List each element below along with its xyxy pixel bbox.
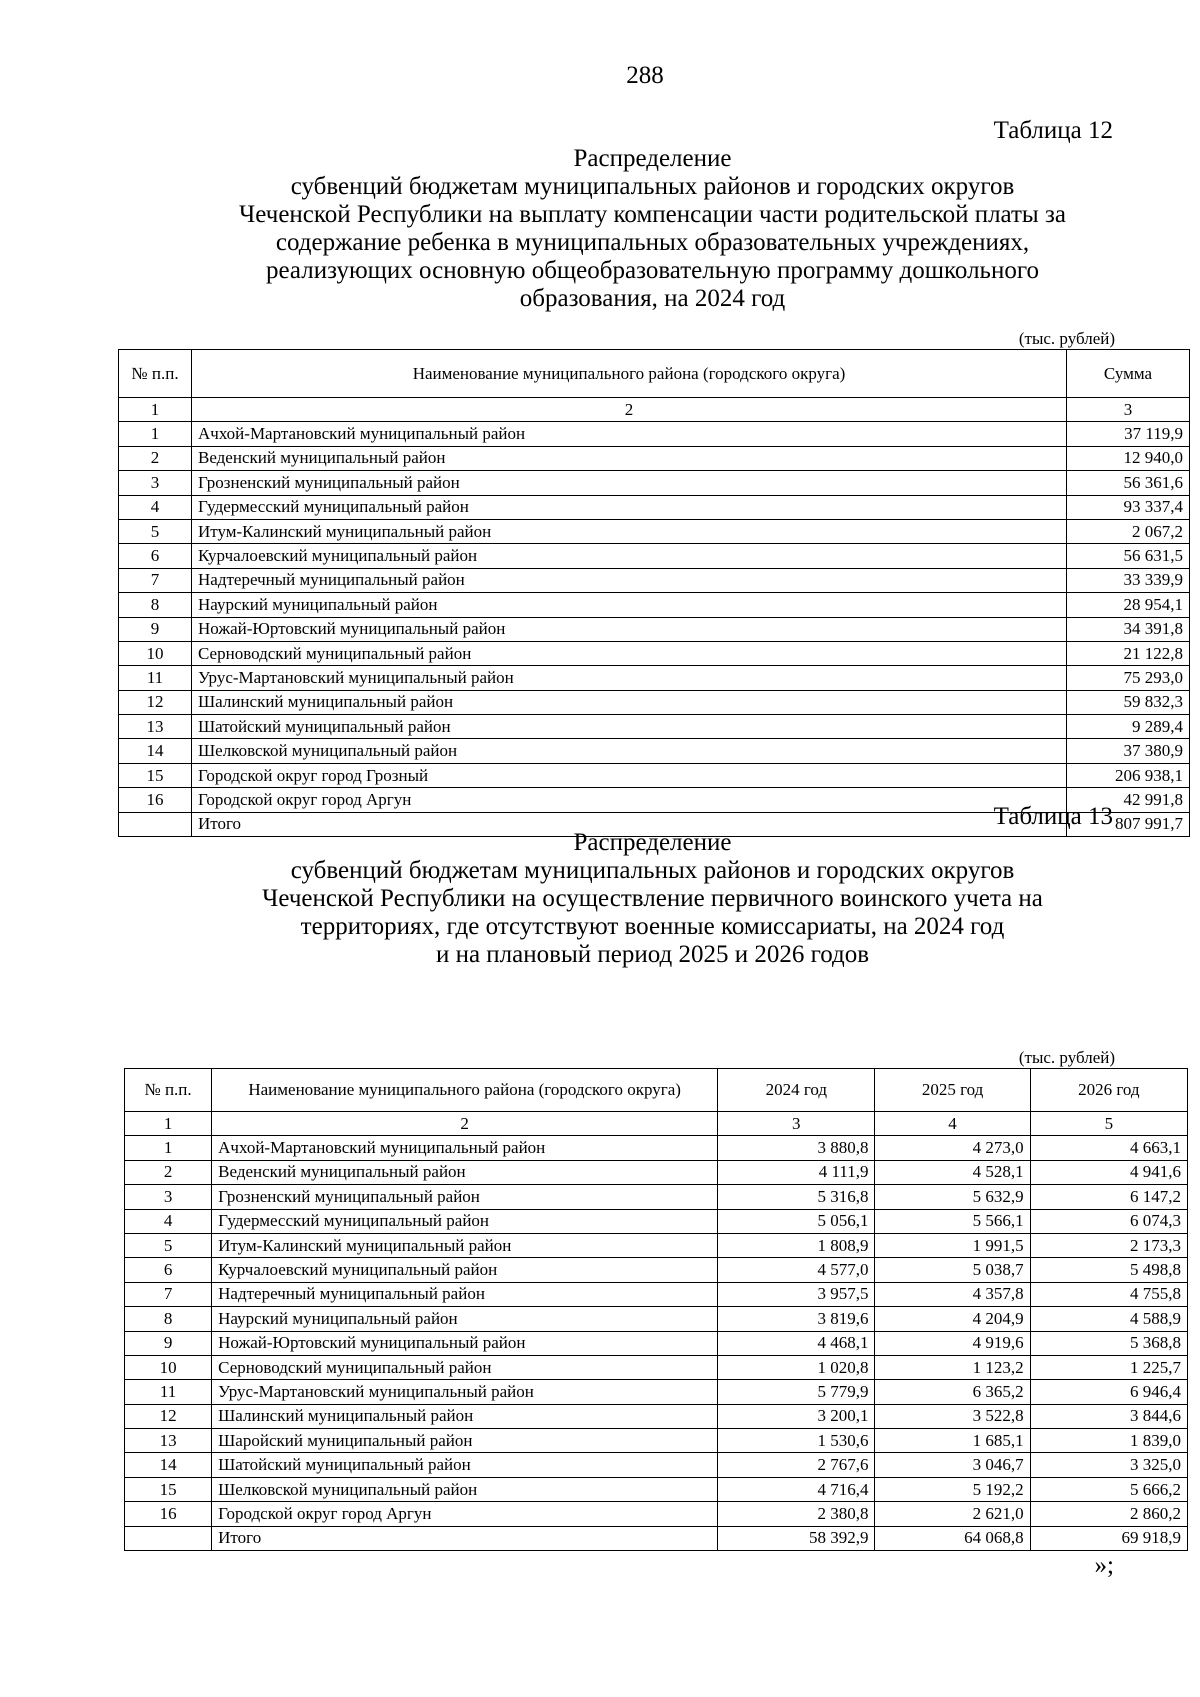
district-name: Курчалоевский муниципальный район bbox=[192, 544, 1067, 568]
district-name: Итум-Калинский муниципальный район bbox=[192, 519, 1067, 543]
row-number: 16 bbox=[119, 788, 192, 812]
district-name: Урус-Мартановский муниципальный район bbox=[192, 666, 1067, 690]
amount: 33 339,9 bbox=[1067, 568, 1190, 592]
table13-row bbox=[125, 1355, 1188, 1379]
table12-row bbox=[119, 495, 1190, 519]
amount: 93 337,4 bbox=[1067, 495, 1190, 519]
table12-row bbox=[119, 593, 1190, 617]
table13-total-2026: 69 918,9 bbox=[1030, 1526, 1187, 1550]
amount-2026: 3 844,6 bbox=[1030, 1404, 1187, 1428]
table13-row bbox=[125, 1258, 1188, 1282]
table12-colnum: 2 bbox=[192, 398, 1067, 422]
table13-title bbox=[120, 829, 1185, 969]
table12 bbox=[118, 349, 1190, 837]
amount-2026: 6 074,3 bbox=[1030, 1209, 1187, 1233]
amount-2026: 4 755,8 bbox=[1030, 1282, 1187, 1306]
row-number: 8 bbox=[119, 593, 192, 617]
amount-2025: 6 365,2 bbox=[875, 1380, 1030, 1404]
table12-row bbox=[119, 446, 1190, 470]
district-name: Ачхой-Мартановский муниципальный район bbox=[212, 1136, 718, 1160]
table13-title-line: и на плановый период 2025 и 2026 годов bbox=[435, 941, 870, 968]
table13-header-2024: 2024 год bbox=[718, 1069, 875, 1112]
table13-colnum: 1 bbox=[125, 1112, 212, 1136]
amount: 28 954,1 bbox=[1067, 593, 1190, 617]
table13-colnum: 2 bbox=[212, 1112, 718, 1136]
amount-2025: 3 522,8 bbox=[875, 1404, 1030, 1428]
amount-2024: 1 530,6 bbox=[718, 1429, 875, 1453]
amount-2025: 2 621,0 bbox=[875, 1502, 1030, 1526]
row-number: 11 bbox=[119, 666, 192, 690]
row-number: 8 bbox=[125, 1307, 212, 1331]
amount-2024: 5 056,1 bbox=[718, 1209, 875, 1233]
table12-total-label: Итого bbox=[192, 812, 1067, 836]
table12-row bbox=[119, 739, 1190, 763]
district-name: Шалинский муниципальный район bbox=[212, 1404, 718, 1428]
table13-title-line: субвенций бюджетам муниципальных районов и городских округов bbox=[290, 857, 1015, 884]
amount-2026: 5 666,2 bbox=[1030, 1477, 1187, 1501]
row-number: 15 bbox=[119, 763, 192, 787]
amount: 9 289,4 bbox=[1067, 715, 1190, 739]
table12-row bbox=[119, 690, 1190, 714]
table13-row bbox=[125, 1160, 1188, 1184]
amount-2024: 3 957,5 bbox=[718, 1282, 875, 1306]
table12-title-line: Распределение bbox=[573, 145, 732, 172]
row-number: 10 bbox=[119, 641, 192, 665]
amount-2024: 5 779,9 bbox=[718, 1380, 875, 1404]
district-name: Грозненский муниципальный район bbox=[212, 1185, 718, 1209]
district-name: Надтеречный муниципальный район bbox=[212, 1282, 718, 1306]
amount-2024: 4 111,9 bbox=[718, 1160, 875, 1184]
table12-row bbox=[119, 471, 1190, 495]
district-name: Шатойский муниципальный район bbox=[212, 1453, 718, 1477]
table12-row bbox=[119, 763, 1190, 787]
row-number: 12 bbox=[125, 1404, 212, 1428]
district-name: Городской округ город Аргун bbox=[212, 1502, 718, 1526]
amount-2025: 1 123,2 bbox=[875, 1355, 1030, 1379]
amount-2024: 2 380,8 bbox=[718, 1502, 875, 1526]
row-number: 14 bbox=[119, 739, 192, 763]
amount-2024: 1 020,8 bbox=[718, 1355, 875, 1379]
table13-total-2024: 58 392,9 bbox=[718, 1526, 875, 1550]
amount-2025: 1 991,5 bbox=[875, 1233, 1030, 1257]
row-number: 2 bbox=[119, 446, 192, 470]
amount-2026: 2 860,2 bbox=[1030, 1502, 1187, 1526]
amount-2025: 5 566,1 bbox=[875, 1209, 1030, 1233]
amount-2025: 5 632,9 bbox=[875, 1185, 1030, 1209]
table12-colnum: 3 bbox=[1067, 398, 1190, 422]
row-number: 7 bbox=[125, 1282, 212, 1306]
amount: 34 391,8 bbox=[1067, 617, 1190, 641]
district-name: Городской округ город Аргун bbox=[192, 788, 1067, 812]
table13-row bbox=[125, 1185, 1188, 1209]
district-name: Шатойский муниципальный район bbox=[192, 715, 1067, 739]
table13-row bbox=[125, 1477, 1188, 1501]
table12-row bbox=[119, 641, 1190, 665]
amount: 56 361,6 bbox=[1067, 471, 1190, 495]
row-number: 1 bbox=[119, 422, 192, 446]
table13-total-label: Итого bbox=[212, 1526, 718, 1550]
table13-row bbox=[125, 1404, 1188, 1428]
amount: 12 940,0 bbox=[1067, 446, 1190, 470]
table13-header-num: № п.п. bbox=[125, 1069, 212, 1112]
row-number: 4 bbox=[119, 495, 192, 519]
table13-header-row bbox=[125, 1069, 1188, 1112]
table12-body bbox=[119, 422, 1190, 812]
table13-row bbox=[125, 1282, 1188, 1306]
amount: 2 067,2 bbox=[1067, 519, 1190, 543]
district-name: Веденский муниципальный район bbox=[212, 1160, 718, 1184]
amount: 21 122,8 bbox=[1067, 641, 1190, 665]
table13-colnum: 4 bbox=[875, 1112, 1030, 1136]
row-number: 7 bbox=[119, 568, 192, 592]
district-name: Урус-Мартановский муниципальный район bbox=[212, 1380, 718, 1404]
table13-units: (тыс. рублей) bbox=[1018, 1048, 1115, 1067]
page-number: 288 bbox=[626, 62, 664, 89]
row-number: 14 bbox=[125, 1453, 212, 1477]
district-name: Серноводский муниципальный район bbox=[192, 641, 1067, 665]
district-name: Шелковской муниципальный район bbox=[192, 739, 1067, 763]
row-number: 4 bbox=[125, 1209, 212, 1233]
amount-2026: 3 325,0 bbox=[1030, 1453, 1187, 1477]
table13-title-line: Распределение bbox=[573, 829, 732, 856]
table13-total-num bbox=[125, 1526, 212, 1550]
amount-2026: 4 588,9 bbox=[1030, 1307, 1187, 1331]
amount: 56 631,5 bbox=[1067, 544, 1190, 568]
table12-total-sum: 807 991,7 bbox=[1067, 812, 1190, 836]
district-name: Шелковской муниципальный район bbox=[212, 1477, 718, 1501]
row-number: 12 bbox=[119, 690, 192, 714]
table13-colnum-row bbox=[125, 1112, 1188, 1136]
amount: 206 938,1 bbox=[1067, 763, 1190, 787]
row-number: 10 bbox=[125, 1355, 212, 1379]
table12-header-name: Наименование муниципального района (городского округа) bbox=[192, 350, 1067, 398]
row-number: 13 bbox=[125, 1429, 212, 1453]
table12-colnum: 1 bbox=[119, 398, 192, 422]
row-number: 11 bbox=[125, 1380, 212, 1404]
district-name: Надтеречный муниципальный район bbox=[192, 568, 1067, 592]
amount-2025: 4 273,0 bbox=[875, 1136, 1030, 1160]
table13-title-line: территориях, где отсутствуют военные комиссариаты, на 2024 год bbox=[300, 913, 1005, 940]
amount-2024: 4 716,4 bbox=[718, 1477, 875, 1501]
district-name: Веденский муниципальный район bbox=[192, 446, 1067, 470]
table12-colnum-row bbox=[119, 398, 1190, 422]
row-number: 2 bbox=[125, 1160, 212, 1184]
amount: 37 380,9 bbox=[1067, 739, 1190, 763]
table12-header-num: № п.п. bbox=[119, 350, 192, 398]
amount-2026: 1 839,0 bbox=[1030, 1429, 1187, 1453]
table13-row bbox=[125, 1307, 1188, 1331]
district-name: Гудермесский муниципальный район bbox=[192, 495, 1067, 519]
table13-label: Таблица 13 bbox=[993, 803, 1113, 830]
table12-header-row bbox=[119, 350, 1190, 398]
row-number: 13 bbox=[119, 715, 192, 739]
district-name: Серноводский муниципальный район bbox=[212, 1355, 718, 1379]
amount-2026: 2 173,3 bbox=[1030, 1233, 1187, 1257]
row-number: 3 bbox=[119, 471, 192, 495]
amount: 37 119,9 bbox=[1067, 422, 1190, 446]
district-name: Итум-Калинский муниципальный район bbox=[212, 1233, 718, 1257]
amount-2025: 5 192,2 bbox=[875, 1477, 1030, 1501]
table12-row bbox=[119, 715, 1190, 739]
row-number: 6 bbox=[119, 544, 192, 568]
amount-2024: 2 767,6 bbox=[718, 1453, 875, 1477]
table12-title bbox=[120, 145, 1185, 313]
amount-2026: 6 946,4 bbox=[1030, 1380, 1187, 1404]
district-name: Гудермесский муниципальный район bbox=[212, 1209, 718, 1233]
table13 bbox=[124, 1068, 1188, 1551]
table13-header-2025: 2025 год bbox=[875, 1069, 1030, 1112]
amount-2025: 5 038,7 bbox=[875, 1258, 1030, 1282]
table12-title-line: образования, на 2024 год bbox=[519, 285, 786, 312]
table12-row bbox=[119, 519, 1190, 543]
row-number: 3 bbox=[125, 1185, 212, 1209]
table12-title-line: реализующих основную общеобразовательную программу дошкольного bbox=[266, 257, 1039, 284]
table13-row bbox=[125, 1136, 1188, 1160]
table13-body bbox=[125, 1136, 1188, 1526]
amount-2024: 3 819,6 bbox=[718, 1307, 875, 1331]
table13-row bbox=[125, 1331, 1188, 1355]
table12-label: Таблица 12 bbox=[993, 117, 1113, 144]
district-name: Наурский муниципальный район bbox=[212, 1307, 718, 1331]
table13-header-2026: 2026 год bbox=[1030, 1069, 1187, 1112]
table12-title-line: субвенций бюджетам муниципальных районов и городских округов bbox=[290, 173, 1015, 200]
district-name: Ачхой-Мартановский муниципальный район bbox=[192, 422, 1067, 446]
row-number: 9 bbox=[125, 1331, 212, 1355]
table12-row bbox=[119, 617, 1190, 641]
district-name: Шалинский муниципальный район bbox=[192, 690, 1067, 714]
amount-2026: 1 225,7 bbox=[1030, 1355, 1187, 1379]
amount: 59 832,3 bbox=[1067, 690, 1190, 714]
table13-colnum: 5 bbox=[1030, 1112, 1187, 1136]
row-number: 5 bbox=[119, 519, 192, 543]
amount-2025: 4 919,6 bbox=[875, 1331, 1030, 1355]
table13-row bbox=[125, 1209, 1188, 1233]
amount-2024: 3 880,8 bbox=[718, 1136, 875, 1160]
district-name: Грозненский муниципальный район bbox=[192, 471, 1067, 495]
amount-2025: 3 046,7 bbox=[875, 1453, 1030, 1477]
amount-2024: 4 468,1 bbox=[718, 1331, 875, 1355]
amount: 42 991,8 bbox=[1067, 788, 1190, 812]
table12-row bbox=[119, 422, 1190, 446]
amount-2025: 4 528,1 bbox=[875, 1160, 1030, 1184]
table13-header-name: Наименование муниципального района (городского округа) bbox=[212, 1069, 718, 1112]
amount-2024: 3 200,1 bbox=[718, 1404, 875, 1428]
row-number: 1 bbox=[125, 1136, 212, 1160]
amount-2026: 5 368,8 bbox=[1030, 1331, 1187, 1355]
table12-header-sum: Сумма bbox=[1067, 350, 1190, 398]
amount-2026: 5 498,8 bbox=[1030, 1258, 1187, 1282]
row-number: 5 bbox=[125, 1233, 212, 1257]
amount-2024: 5 316,8 bbox=[718, 1185, 875, 1209]
table13-title-line: Чеченской Республики на осуществление первичного воинского учета на bbox=[262, 885, 1043, 912]
closing-quote-mark: »; bbox=[1094, 1552, 1114, 1579]
table12-title-line: содержание ребенка в муниципальных образовательных учреждениях, bbox=[275, 229, 1030, 256]
table13-row bbox=[125, 1453, 1188, 1477]
table13-row bbox=[125, 1429, 1188, 1453]
amount-2024: 4 577,0 bbox=[718, 1258, 875, 1282]
amount-2026: 6 147,2 bbox=[1030, 1185, 1187, 1209]
table13-row bbox=[125, 1502, 1188, 1526]
table12-row bbox=[119, 544, 1190, 568]
table13-row bbox=[125, 1380, 1188, 1404]
table13-row bbox=[125, 1233, 1188, 1257]
amount-2025: 4 357,8 bbox=[875, 1282, 1030, 1306]
district-name: Наурский муниципальный район bbox=[192, 593, 1067, 617]
amount-2026: 4 941,6 bbox=[1030, 1160, 1187, 1184]
row-number: 6 bbox=[125, 1258, 212, 1282]
row-number: 15 bbox=[125, 1477, 212, 1501]
table12-row bbox=[119, 568, 1190, 592]
district-name: Курчалоевский муниципальный район bbox=[212, 1258, 718, 1282]
district-name: Ножай-Юртовский муниципальный район bbox=[212, 1331, 718, 1355]
amount-2025: 4 204,9 bbox=[875, 1307, 1030, 1331]
row-number: 9 bbox=[119, 617, 192, 641]
district-name: Ножай-Юртовский муниципальный район bbox=[192, 617, 1067, 641]
table13-colnum: 3 bbox=[718, 1112, 875, 1136]
amount: 75 293,0 bbox=[1067, 666, 1190, 690]
row-number: 16 bbox=[125, 1502, 212, 1526]
table12-units: (тыс. рублей) bbox=[1018, 329, 1115, 348]
district-name: Шаройский муниципальный район bbox=[212, 1429, 718, 1453]
amount-2024: 1 808,9 bbox=[718, 1233, 875, 1257]
table12-title-line: Чеченской Республики на выплату компенсации части родительской платы за bbox=[239, 201, 1066, 228]
amount-2026: 4 663,1 bbox=[1030, 1136, 1187, 1160]
table12-row bbox=[119, 666, 1190, 690]
amount-2025: 1 685,1 bbox=[875, 1429, 1030, 1453]
district-name: Городской округ город Грозный bbox=[192, 763, 1067, 787]
table13-total-row bbox=[125, 1526, 1188, 1550]
table13-total-2025: 64 068,8 bbox=[875, 1526, 1030, 1550]
